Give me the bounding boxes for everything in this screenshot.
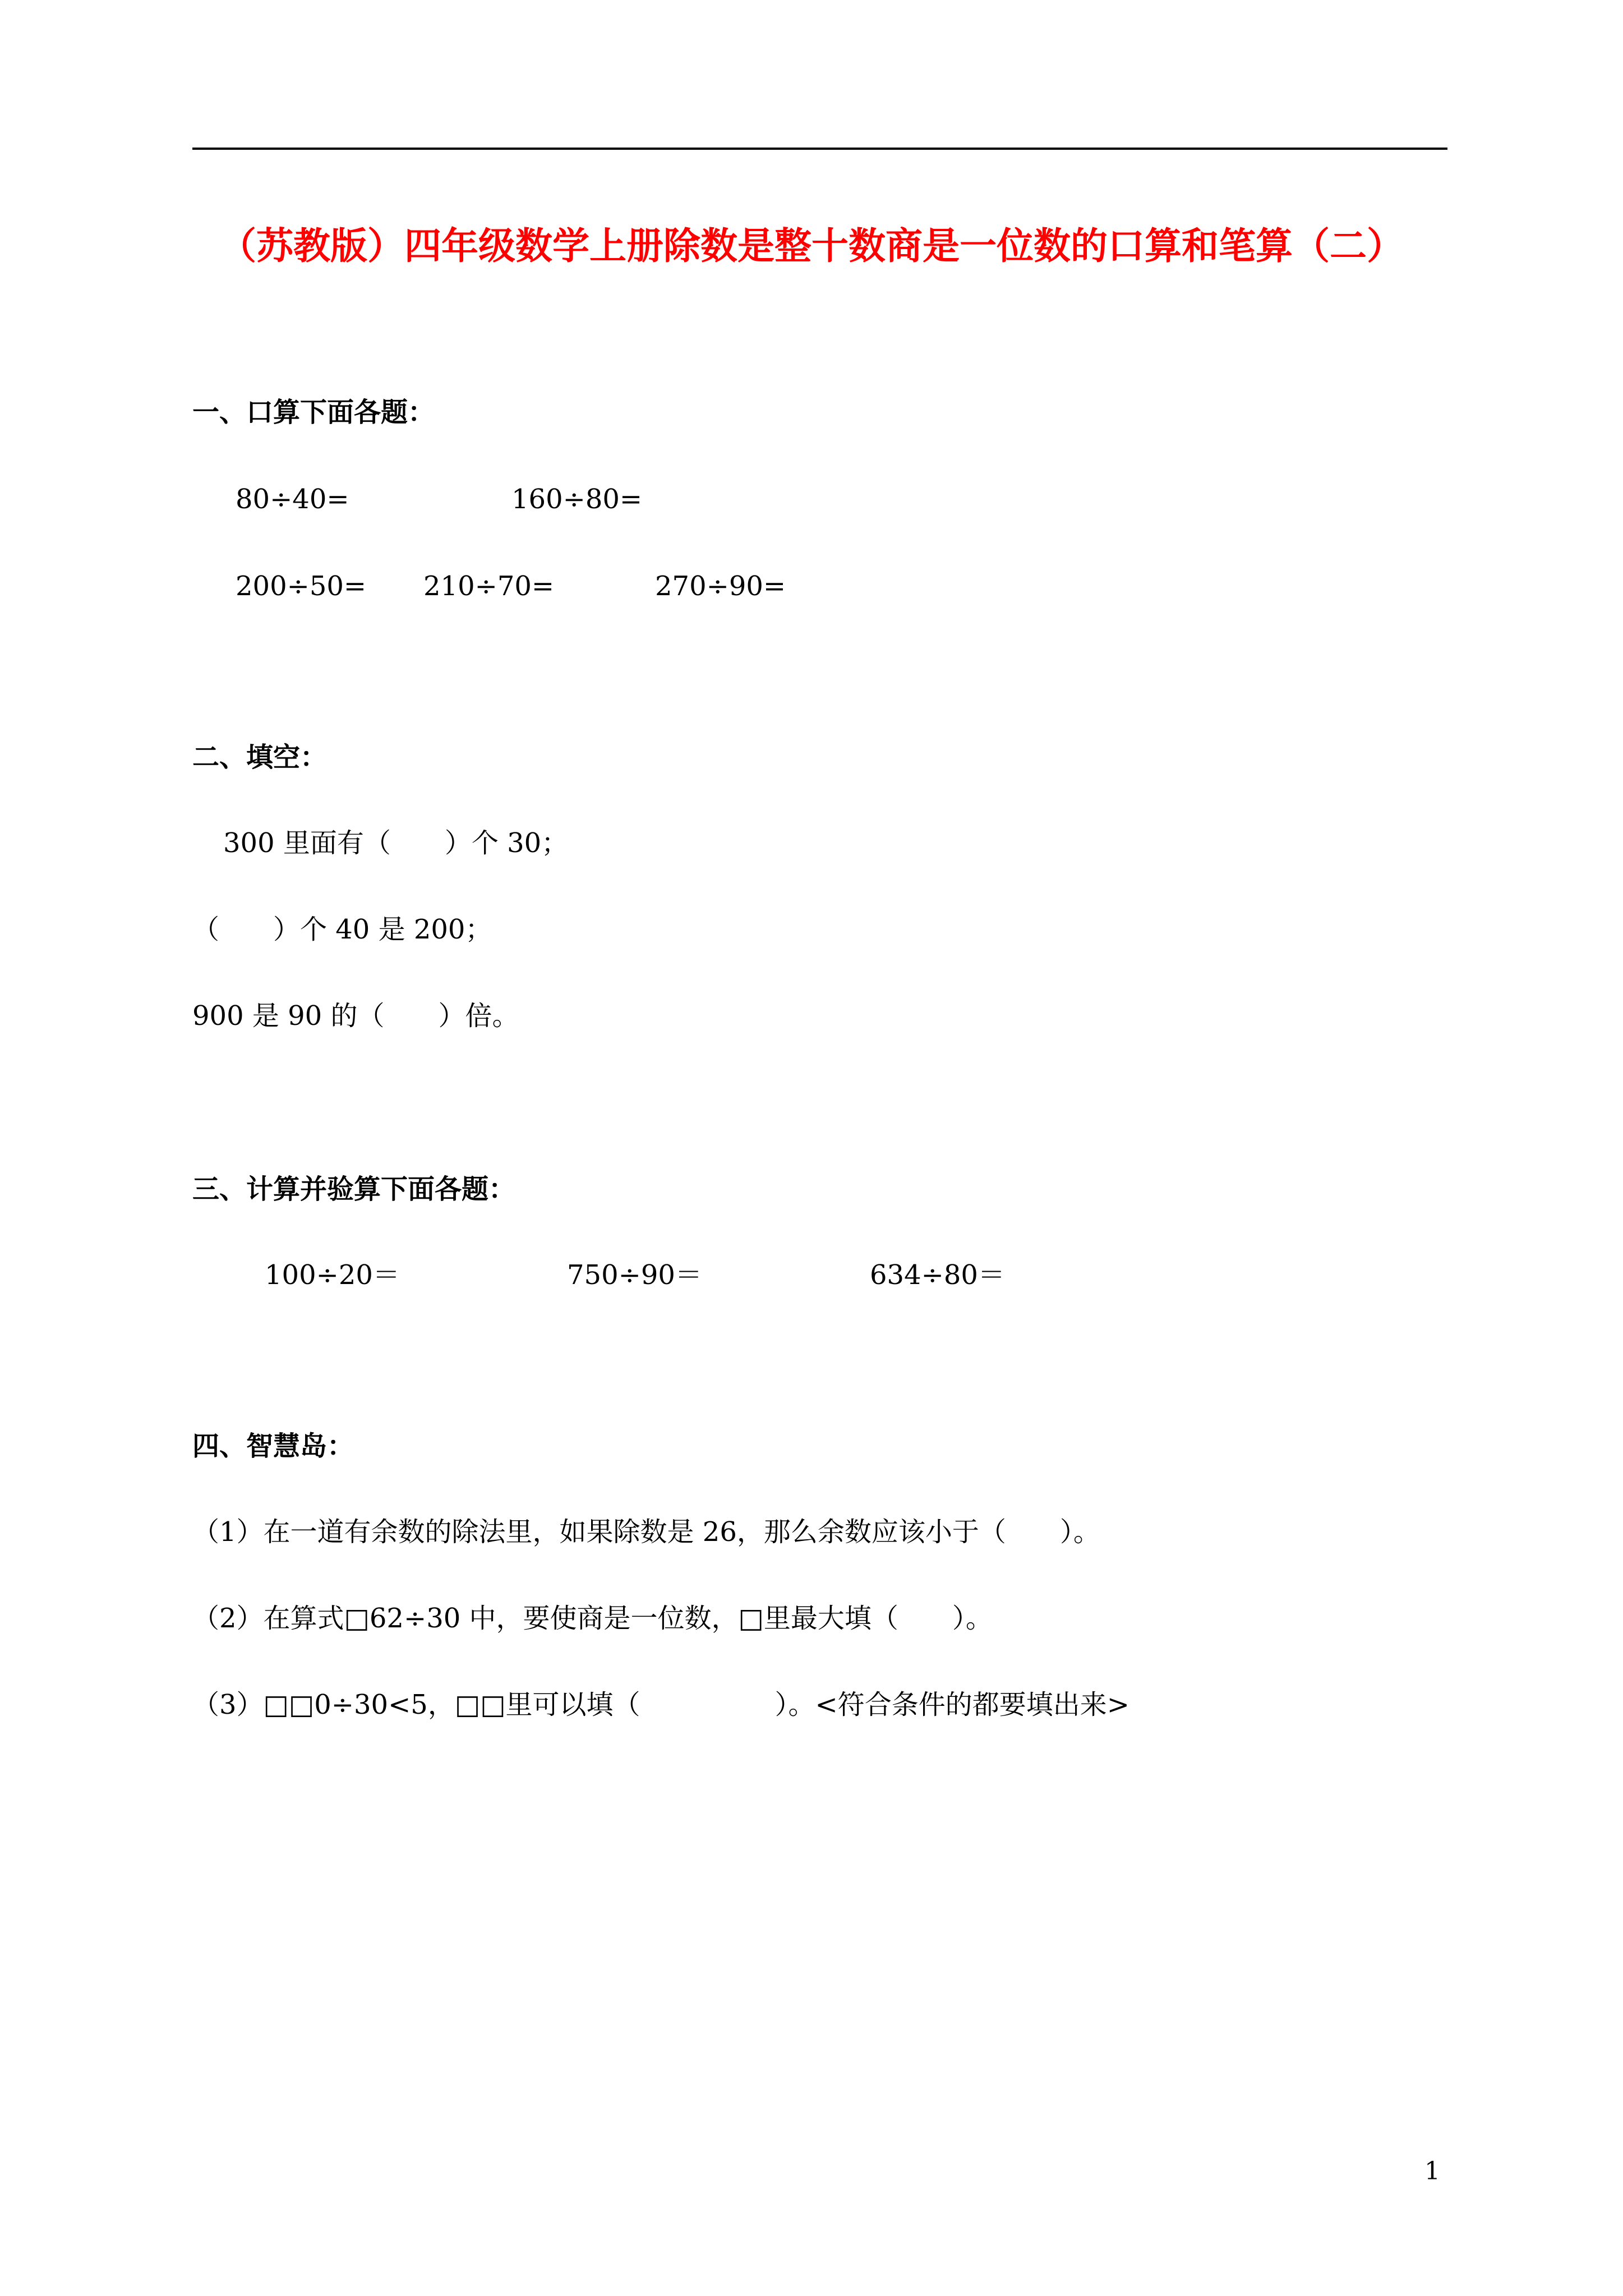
oral-problem-1: 80÷40= [236,484,349,515]
fill-blank-2: （ ）个 40 是 200； [192,914,492,945]
calc-problem-2: 750÷90＝ [567,1259,702,1291]
section-1-heading: 一、口算下面各题： [192,397,435,428]
oral-problem-3: 200÷50= [236,570,367,602]
section-2-heading: 二、填空： [192,742,328,773]
section-3-heading: 三、计算并验算下面各题： [192,1174,516,1205]
header-rule [192,148,1447,150]
wisdom-question-1: （1）在一道有余数的除法里，如果除数是 26，那么余数应该小于（ ）。 [192,1516,1100,1548]
calc-problem-1: 100÷20＝ [265,1259,400,1291]
oral-problem-2: 160÷80= [511,484,643,515]
document-title: （苏教版）四年级数学上册除数是整十数商是一位数的口算和笔算（二） [219,224,1404,268]
page-number: 1 [1424,2157,1440,2185]
oral-problem-5: 270÷90= [655,570,786,602]
wisdom-question-2: （2）在算式□62÷30 中，要使商是一位数，□里最大填（ ）。 [192,1603,993,1634]
fill-blank-3: 900 是 90 的（ ）倍。 [192,1000,519,1032]
fill-blank-1: 300 里面有（ ）个 30； [223,827,569,859]
wisdom-question-3: （3）□□0÷30<5，□□里可以填（ ）。<符合条件的都要填出来> [192,1689,1129,1720]
section-4-heading: 四、智慧岛： [192,1430,354,1462]
oral-problem-4: 210÷70= [423,570,555,602]
calc-problem-3: 634÷80＝ [870,1259,1005,1291]
